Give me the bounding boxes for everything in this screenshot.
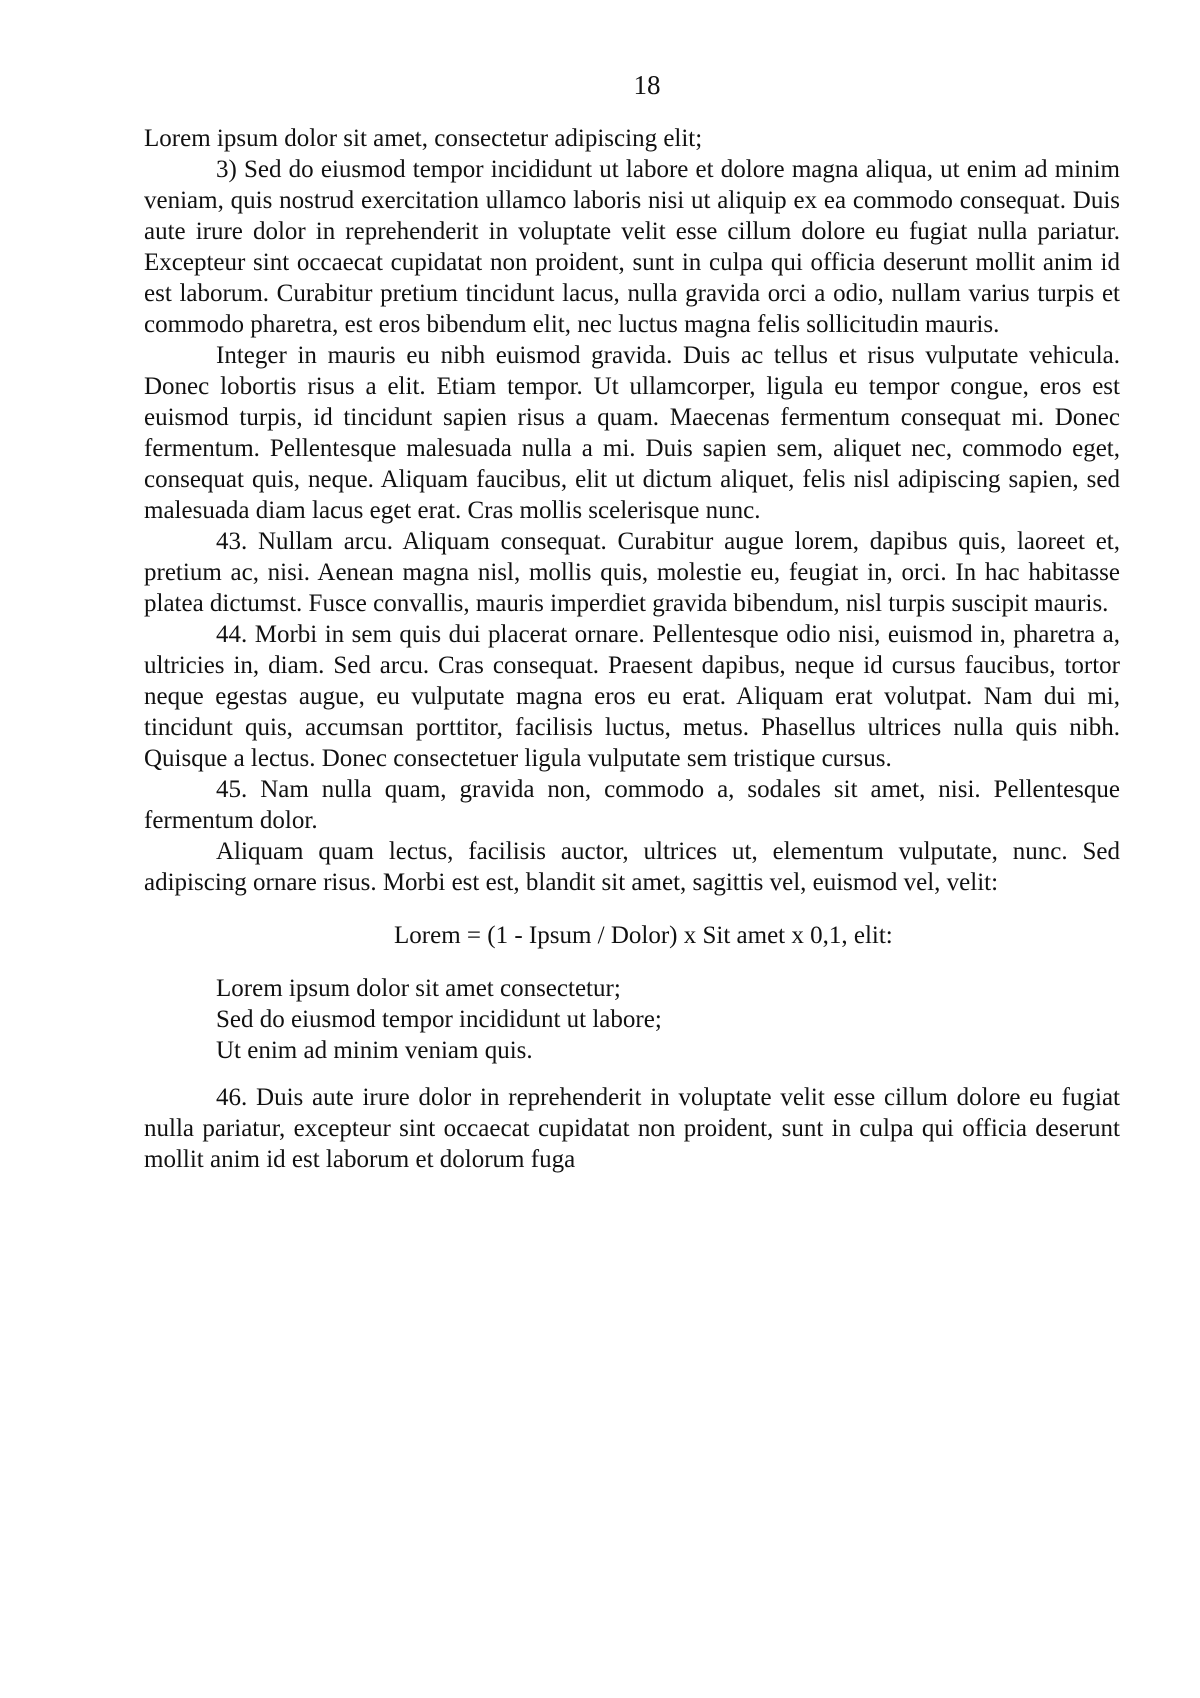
paragraph-46: 46. Duis aute irure dolor in reprehenderit in voluptate velit esse cillum dolore eu fugiat nulla pariatur, excepteur sint occaecat cupidatat non proident, sunt in culpa qui officia deserunt mollit anim id est laborum et dolorum fuga <box>144 1084 1120 1173</box>
paragraph-item-3: 3) Sed do eiusmod tempor incididunt ut labore et dolore magna aliqua, ut enim ad minim veniam, quis nostrud exercitation ullamco laboris nisi ut aliquip ex ea commodo consequat. Duis aute irure dolor in reprehenderit in voluptate velit esse cillum dolore eu fugiat nulla pariatur. Excepteur sint occaecat cupidatat non proident, sunt in culpa qui officia deserunt mollit anim id est laborum. Curabitur pretium tincidunt lacus, nulla gravida orci a odio, nullam varius turpis et commodo pharetra, est eros bibendum elit, nec luctus magna felis sollicitudin mauris. <box>144 156 1120 338</box>
paragraph-45: 45. Nam nulla quam, gravida non, commodo a, sodales sit amet, nisi. Pellentesque fermentum dolor. <box>144 776 1120 834</box>
paragraph-44: 44. Morbi in sem quis dui placerat ornare. Pellentesque odio nisi, euismod in, pharetra a, ultricies in, diam. Sed arcu. Cras consequat. Praesent dapibus, neque id cursus faucibus, tortor neque egestas augue, eu vulputate magna eros eu erat. Aliquam erat volutpat. Nam dui mi, tincidunt quis, accumsan porttitor, facilisis luctus, metus. Phasellus ultrices nulla quis nibh. Quisque a lectus. Donec consectetuer ligula vulputate sem tristique cursus. <box>144 621 1120 772</box>
definition-list <box>144 973 1120 1066</box>
formula: Lorem = (1 - Ipsum / Dolor) x Sit amet x 0,1, elit: <box>394 922 893 949</box>
paragraph-continuation: Lorem ipsum dolor sit amet, consectetur adipiscing elit; <box>144 125 703 152</box>
document-page <box>144 70 1120 1175</box>
definition-item: Lorem ipsum dolor sit amet consectetur; <box>216 975 621 1002</box>
definition-item: Sed do eiusmod tempor incididunt ut labore; <box>216 1006 662 1033</box>
paragraph-43: 43. Nullam arcu. Aliquam consequat. Curabitur augue lorem, dapibus quis, laoreet et, pretium ac, nisi. Aenean magna nisl, mollis quis, molestie eu, feugiat in, orci. In hac habitasse platea dictumst. Fusce convallis, mauris imperdiet gravida bibendum, nisl turpis suscipit mauris. <box>144 528 1120 617</box>
paragraph-monitoring: Integer in mauris eu nibh euismod gravida. Duis ac tellus et risus vulputate vehicula. Donec lobortis risus a elit. Etiam tempor. Ut ullamcorper, ligula eu tempor congue, eros est euismod turpis, id tincidunt sapien risus a quam. Maecenas fermentum consequat mi. Donec fermentum. Pellentesque malesuada nulla a mi. Duis sapien sem, aliquet nec, commodo eget, consequat quis, neque. Aliquam faucibus, elit ut dictum aliquet, felis nisl adipiscing sapien, sed malesuada diam lacus eget erat. Cras mollis scelerisque nunc. <box>144 342 1120 524</box>
paragraph-formula-intro: Aliquam quam lectus, facilisis auctor, ultrices ut, elementum vulputate, nunc. Sed adipiscing ornare risus. Morbi est est, blandit sit amet, sagittis vel, euismod vel, velit: <box>144 838 1120 896</box>
definition-item: Ut enim ad minim veniam quis. <box>216 1037 533 1064</box>
page-number: 18 <box>633 70 661 100</box>
